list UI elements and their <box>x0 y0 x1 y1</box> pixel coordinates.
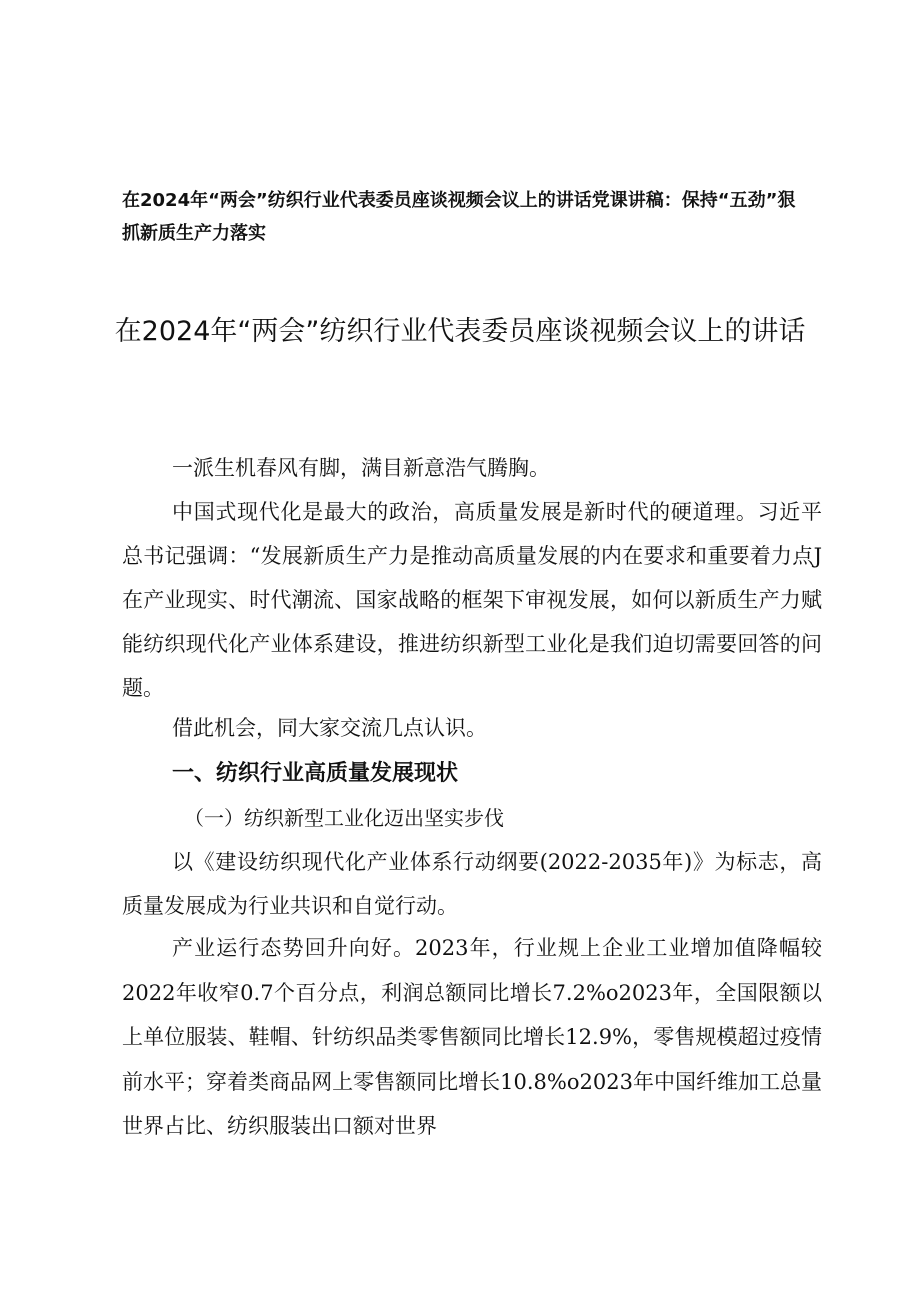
paragraph-milestone: 以《建设纺织现代化产业体系行动纲要(2022-2035年)》为标志，高质量发展成为行业共识和自觉行动。 <box>122 850 822 918</box>
paragraph-transition: 借此机会，同大家交流几点认识。 <box>172 716 487 740</box>
paragraph-intro: 中国式现代化是最大的政治，高质量发展是新时代的硬道理。习近平总书记强调：“发展新质生产力是推动高质量发展的内在要求和重要着力点J在产业现实、时代潮流、国家战略的框架下审视发展，如何以新质生产力赋能纺织现代化产业体系建设，推进纺织新型工业化是我们迫切需要回答的问题。 <box>122 500 822 700</box>
paragraph-industry-stats: 产业运行态势回升向好。2023年，行业规上企业工业增加值降幅较2022年收窄0.7个百分点，利润总额同比增长7.2%o2023年，全国限额以上单位服装、鞋帽、针纺织品类零售额同比增长12.9%，零售规模超过疫情前水平；穿着类商品网上零售额同比增长10.8%o2023年中国纤维加工总量世界占比、纺织服装出口额对世界 <box>122 936 822 1138</box>
document-header-line: 在2024年“两会”纺织行业代表委员座谈视频会议上的讲话党课讲稿：保持“五劲”狠抓新质生产力落实 <box>122 190 796 244</box>
section-heading-1: 一、纺织行业高质量发展现状 <box>172 761 459 786</box>
page-title: 在2024年“两会”纺织行业代表委员座谈视频会议上的讲话 <box>114 316 806 347</box>
subsection-heading-1: （一）纺织新型工业化迈出坚实步伐 <box>184 806 504 830</box>
paragraph-opening: 一派生机春风有脚，满目新意浩气腾胸。 <box>172 456 550 480</box>
